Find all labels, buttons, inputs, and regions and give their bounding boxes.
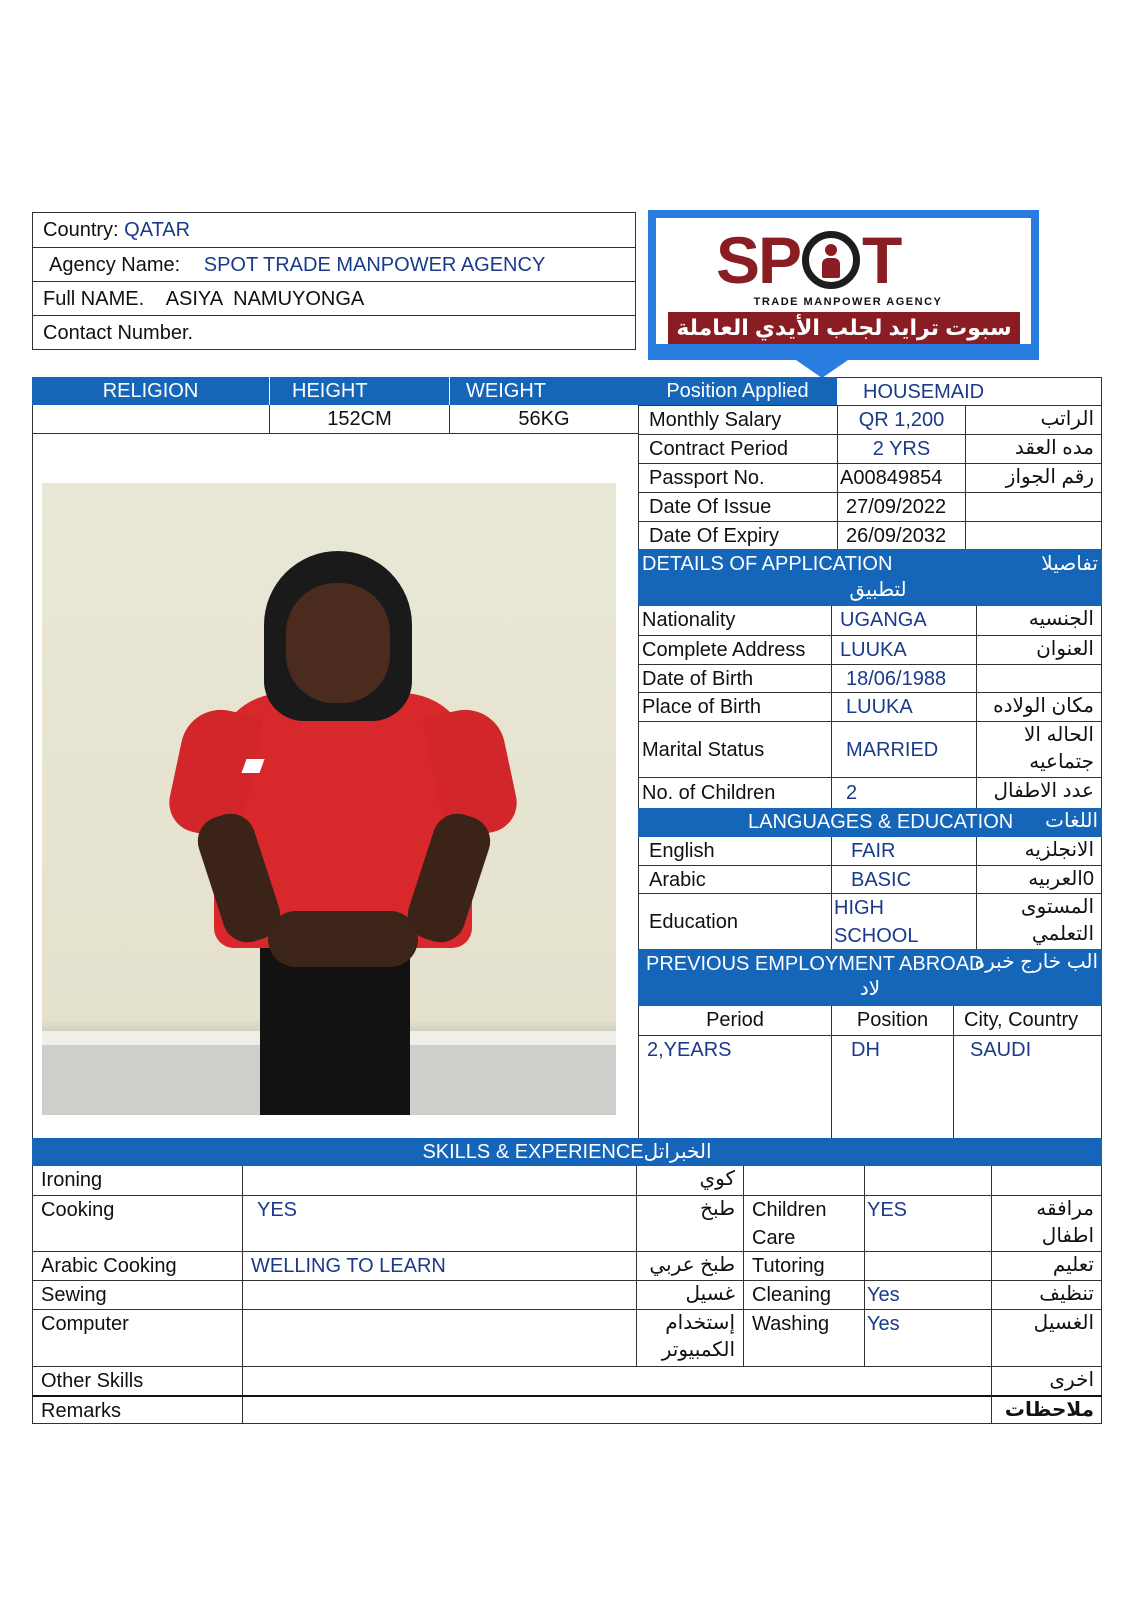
passport-arabic: رقم الجواز (965, 463, 1102, 492)
details-table (638, 606, 1102, 808)
details-header-arabic-1: تفاصيلا (1041, 553, 1098, 575)
photo-frame (32, 434, 33, 1138)
height-value: 152CM (269, 405, 449, 434)
skill-right-arabic: تعليم (991, 1251, 1102, 1280)
skill-label: Cooking (32, 1195, 242, 1251)
language-row-value: FAIR (831, 837, 976, 865)
skill-right-value: YES (864, 1195, 991, 1251)
details-row-label: Date of Birth (638, 664, 831, 692)
country-row (33, 213, 635, 247)
employment-header-title: PREVIOUS EMPLOYMENT ABROAD (646, 953, 984, 975)
position-label: Position Applied (638, 377, 837, 405)
weight-header: WEIGHT (449, 377, 638, 405)
languages-header-arabic: اللغات (1045, 810, 1098, 832)
education-label: Education (638, 893, 831, 949)
skill-right-label: Children Care (743, 1195, 864, 1251)
skills-header (32, 1138, 1102, 1166)
issue-arabic-empty (965, 492, 1102, 521)
skill-right-empty (991, 1166, 1102, 1195)
skill-right-value: Yes (864, 1309, 991, 1366)
contract-arabic: مده العقد (965, 434, 1102, 463)
language-row-label: Arabic (638, 865, 831, 893)
skills-header-arabic: الخبراتل (643, 1141, 712, 1163)
skill-arabic: طبخ (636, 1195, 743, 1251)
skill-right-label: Cleaning (743, 1280, 864, 1309)
other-skills-label: Other Skills (32, 1366, 242, 1395)
skill-label: Ironing (32, 1166, 242, 1195)
employment-header-arabic-2: لاد (859, 978, 881, 1000)
skill-label: Sewing (32, 1280, 242, 1309)
agency-label: Agency Name: (49, 254, 181, 276)
languages-header (638, 808, 1102, 837)
skill-value: WELLING TO LEARN (242, 1251, 636, 1280)
languages-header-title: LANGUAGES & EDUCATION (748, 811, 1014, 833)
details-row-label: No. of Children (638, 777, 831, 808)
skill-right-empty (743, 1166, 864, 1195)
skill-right-arabic: تنظيف (991, 1280, 1102, 1309)
logo-arabic-banner: سبوت ترايد لجلب الأيدي العاملة (668, 312, 1020, 344)
skill-arabic: كوي (636, 1166, 743, 1195)
physical-table (32, 377, 638, 434)
skill-arabic: إستخدام الكمبيوتر (636, 1309, 743, 1366)
remarks-value (242, 1395, 991, 1424)
skill-label: Arabic Cooking (32, 1251, 242, 1280)
skill-right-label: Tutoring (743, 1251, 864, 1280)
skills-table (32, 1166, 1102, 1424)
employment-col-position: Position (831, 1006, 953, 1035)
skill-arabic: طبخ عربي (636, 1251, 743, 1280)
language-row-arabic: 0العربيه (976, 865, 1102, 893)
agency-row (33, 247, 635, 281)
fullname-row (33, 281, 635, 315)
agency-value: SPOT TRADE MANPOWER AGENCY (203, 254, 546, 276)
details-row-value: LUUKA (831, 692, 976, 721)
expiry-value: 26/09/2032 (837, 521, 965, 549)
skill-right-empty (864, 1166, 991, 1195)
salary-value: QR 1,200 (837, 405, 965, 434)
skill-label: Computer (32, 1309, 242, 1366)
logo-wordmark: SP T (716, 223, 901, 297)
country-label: Country: (43, 219, 119, 241)
details-row-label: Complete Address (638, 635, 831, 664)
expiry-arabic-empty (965, 521, 1102, 549)
job-info-table (638, 377, 1102, 549)
skill-right-value (864, 1251, 991, 1280)
details-row-label: Nationality (638, 606, 831, 635)
country-value: QATAR (124, 219, 191, 241)
salary-arabic: الراتب (965, 405, 1102, 434)
details-row-arabic: عدد الاطفال (976, 777, 1102, 808)
other-skills-arabic: اخرى (991, 1366, 1102, 1395)
employment-table (638, 1006, 1102, 1138)
fullname-label: Full NAME. (43, 288, 145, 310)
position-value: HOUSEMAID (837, 377, 1102, 405)
languages-table (638, 837, 1102, 949)
remarks-arabic: ملاحظات (991, 1395, 1102, 1424)
weight-value: 56KG (449, 405, 638, 434)
logo-tagline: TRADE MANPOWER AGENCY (753, 296, 943, 308)
employment-header (638, 949, 1102, 1006)
applicant-photo (42, 483, 616, 1115)
employment-city-value: SAUDI (953, 1035, 1102, 1138)
education-value: HIGH SCHOOL (831, 893, 976, 949)
details-row-arabic: الجنسيه (976, 606, 1102, 635)
details-row-arabic: العنوان (976, 635, 1102, 664)
skills-header-title: SKILLS & EXPERIENCE (422, 1141, 644, 1163)
employment-period-value: 2,YEARS (638, 1035, 831, 1138)
skill-right-arabic: الغسيل (991, 1309, 1102, 1366)
remarks-label: Remarks (32, 1395, 242, 1424)
employment-col-city: City, Country (953, 1006, 1102, 1035)
fullname-value: ASIYA NAMUYONGA (165, 288, 365, 310)
employment-col-period: Period (638, 1006, 831, 1035)
contract-label: Contract Period (638, 434, 837, 463)
agency-logo (648, 210, 1039, 360)
salary-label: Monthly Salary (638, 405, 837, 434)
details-row-label: Marital Status (638, 721, 831, 777)
passport-value: A00849854 (837, 463, 965, 492)
contract-value: 2 YRS (837, 434, 965, 463)
skill-right-value: Yes (864, 1280, 991, 1309)
details-row-value: UGANGA (831, 606, 976, 635)
contact-row (33, 315, 635, 350)
employment-position-value: DH (831, 1035, 953, 1138)
details-header-arabic-2: لتطبيق (849, 579, 907, 601)
skill-value (242, 1309, 636, 1366)
skill-value (242, 1280, 636, 1309)
details-header (638, 549, 1102, 606)
religion-value (32, 405, 269, 434)
issue-label: Date Of Issue (638, 492, 837, 521)
other-skills-value (242, 1366, 991, 1395)
details-row-value: 18/06/1988 (831, 664, 976, 692)
language-row-arabic: الانجلزيه (976, 837, 1102, 865)
details-row-value: 2 (831, 777, 976, 808)
details-row-value: MARRIED (831, 721, 976, 777)
details-header-title: DETAILS OF APPLICATION (642, 553, 893, 575)
top-info-box (32, 212, 636, 350)
issue-value: 27/09/2022 (837, 492, 965, 521)
height-header: HEIGHT (269, 377, 449, 405)
employment-header-arabic-1: الب خارج خبرة (974, 951, 1098, 973)
expiry-label: Date Of Expiry (638, 521, 837, 549)
skill-right-label: Washing (743, 1309, 864, 1366)
logo-pointer (796, 360, 848, 378)
skill-value: YES (242, 1195, 636, 1251)
details-row-arabic: مكان الولاده (976, 692, 1102, 721)
education-arabic: المستوى التعلمي (976, 893, 1102, 949)
language-row-value: BASIC (831, 865, 976, 893)
skill-arabic: غسيل (636, 1280, 743, 1309)
passport-label: Passport No. (638, 463, 837, 492)
details-row-label: Place of Birth (638, 692, 831, 721)
details-row-arabic: الحاله الا جتماعيه (976, 721, 1102, 777)
logo-worker-icon (802, 231, 860, 289)
contact-label: Contact Number. (43, 322, 194, 344)
details-row-value: LUUKA (831, 635, 976, 664)
details-row-arabic (976, 664, 1102, 692)
skill-right-arabic: مرافقه اطفال (991, 1195, 1102, 1251)
language-row-label: English (638, 837, 831, 865)
skill-value (242, 1166, 636, 1195)
religion-header: RELIGION (32, 377, 269, 405)
